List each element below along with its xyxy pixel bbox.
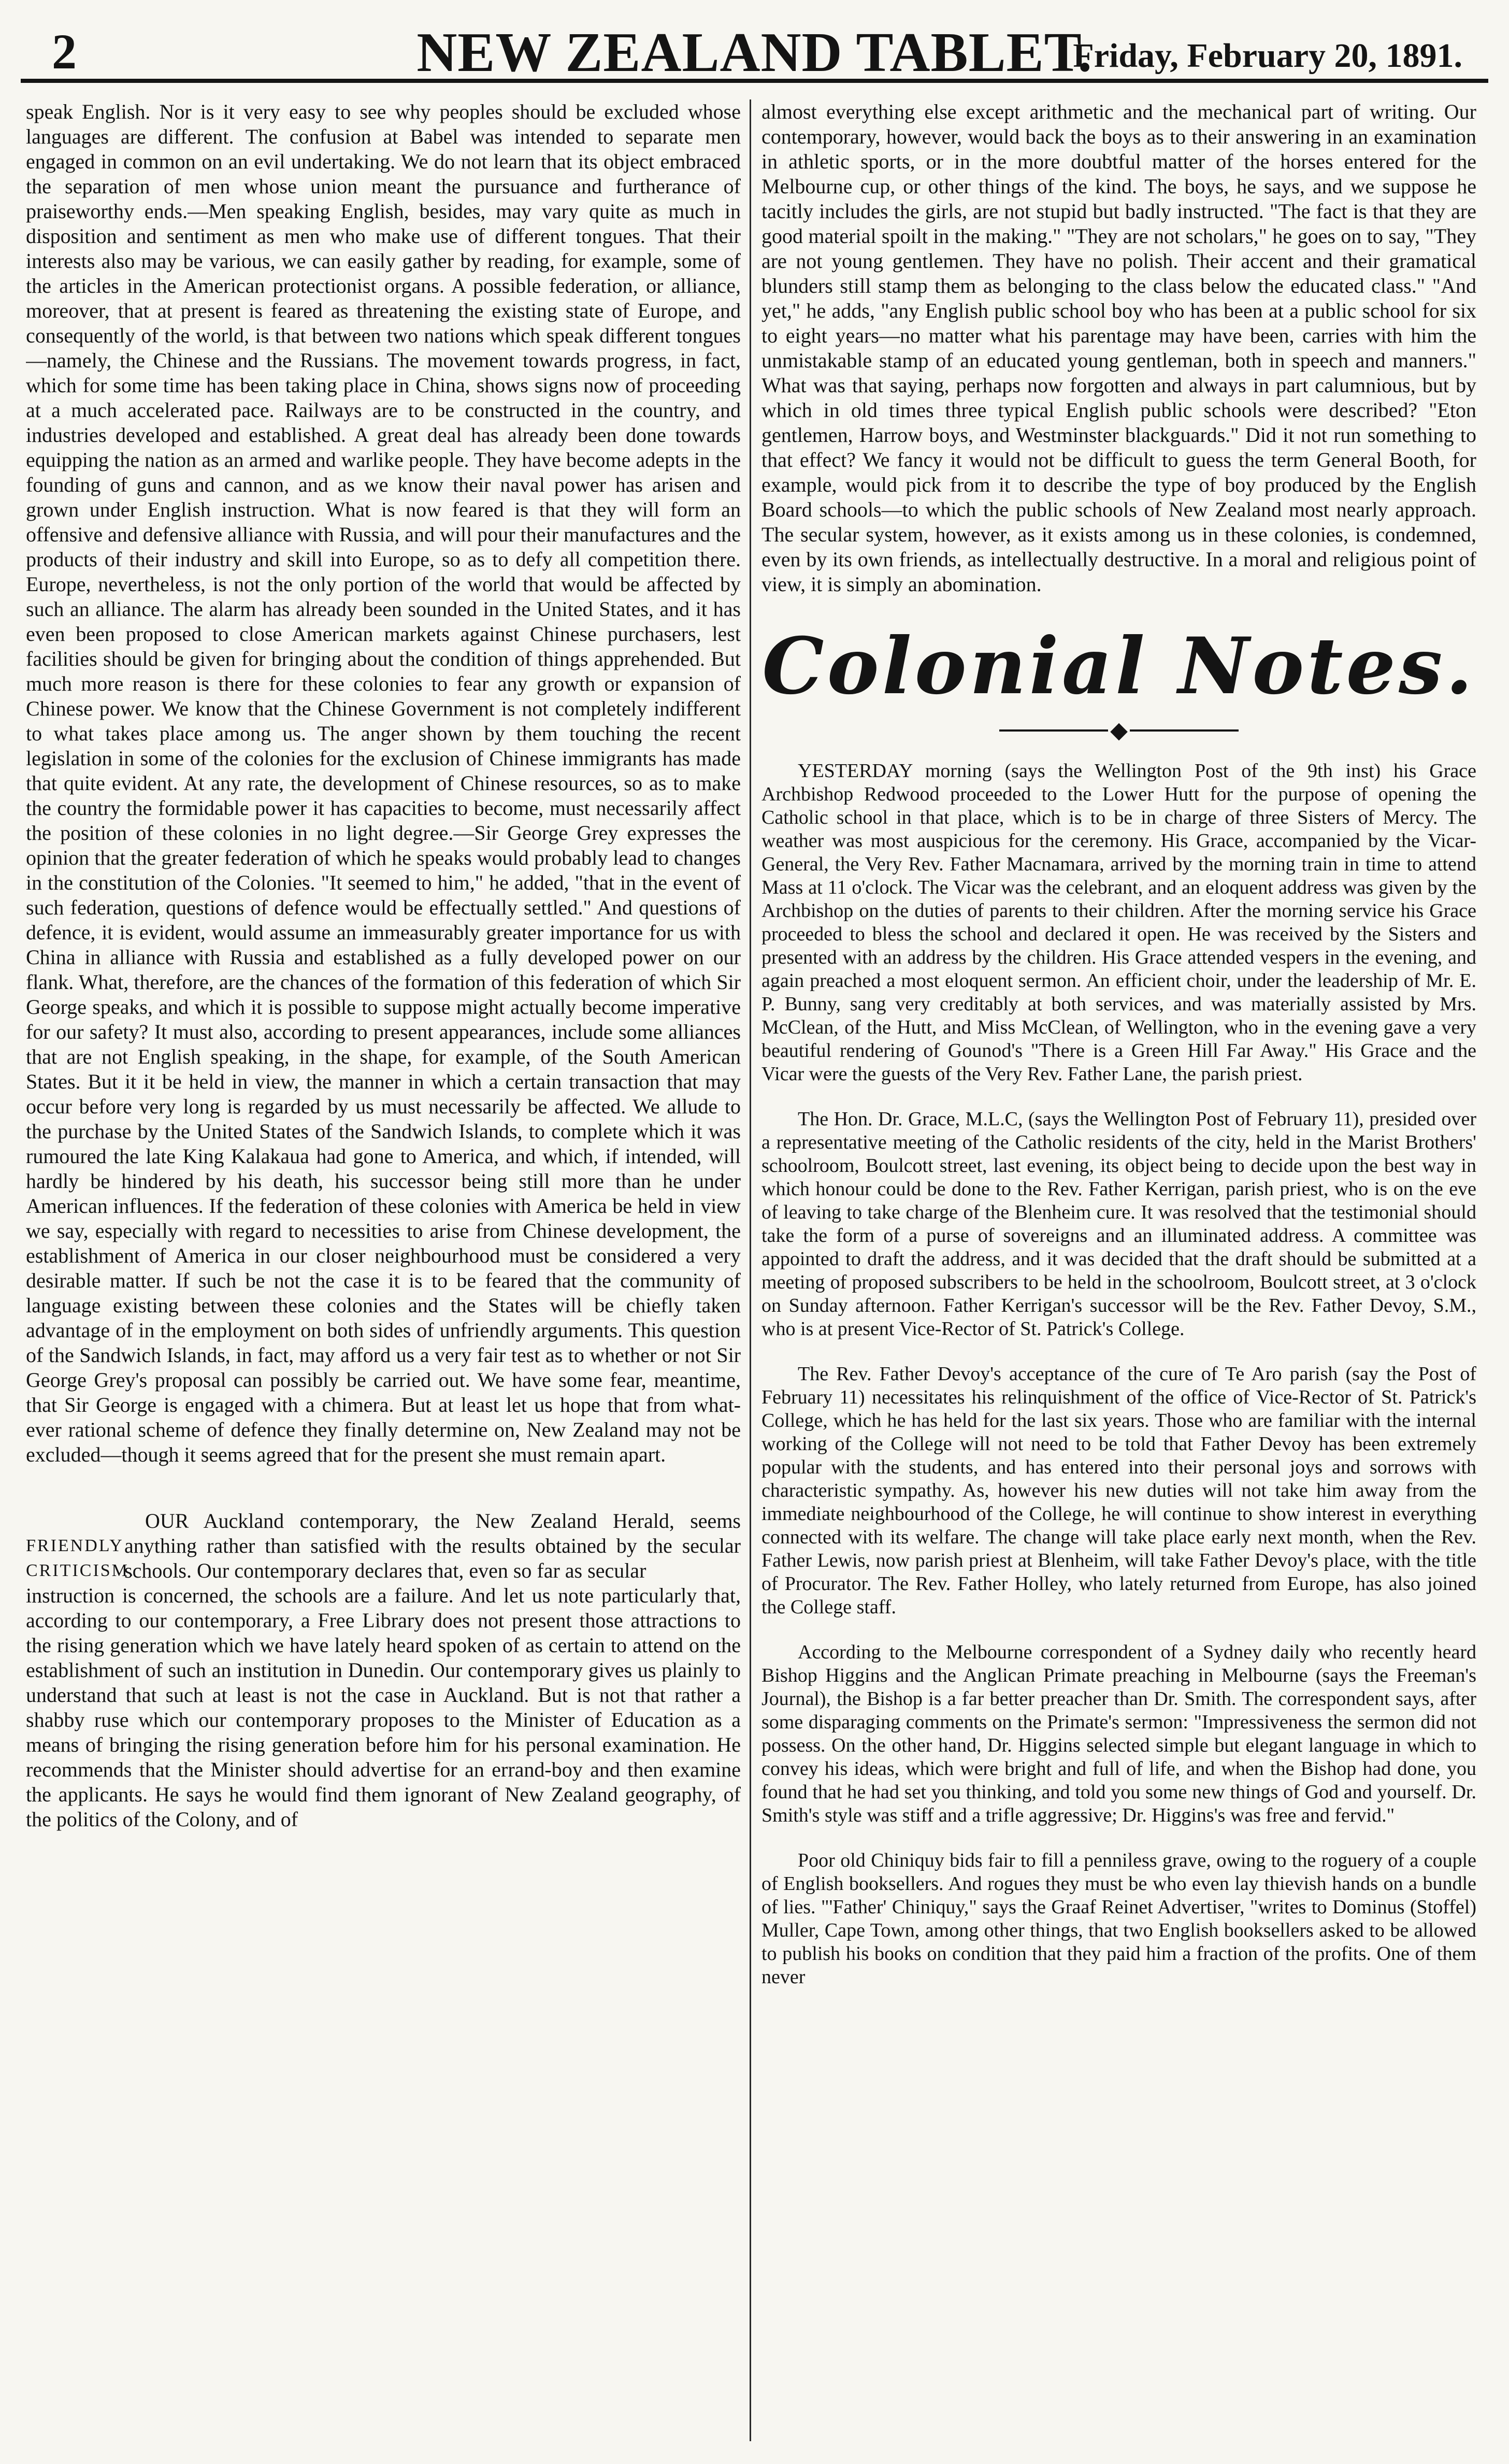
newspaper-title: NEW ZEALAND TABLET. <box>416 22 1093 83</box>
diamond-ornament-icon: ◆ <box>1110 718 1128 743</box>
ornament-line-right <box>1130 729 1239 732</box>
editorial-federation-text: speak English. Nor is it very easy to see why peoples should be excluded whose languages are different. The confusion at Babel was intended to separate men engaged in common on an evil undertaking. We do not learn that its object embraced the separation of men whose union meant the pursuance and furtherance of praiseworthy ends.—Men speaking English, besides, may vary quite as much in disposition and sentiment as men who make use of different tongues. That their interests also may be various, we can easily gather by reading, for example, some of the articles in the American protectionist organs. A possible federation, or alliance, moreover, that at present is feared as threatening the existing state of Europe, and consequently of the world, is that between two nations which speak different tongues—namely, the Chinese and the Russians. The movement towards progress, in fact, which for some time has been taking place in China, shows signs now of proceeding at a much accelerated pace. Railways are to be constructed in the country, and industries developed and established. A great deal has already been done towards equipping the nation as an armed and warlike people. They have become adepts in the founding of guns and cannon, and as we know their naval power has arisen and grown under English instruction. What is now feared is that they will form an offensive and defensive alliance with Russia, and will pour their manufactures and the products of their industry and skill into Europe, so as to defy all competition there. Europe, nevertheless, is not the only portion of the world that would be affected by such an alliance. The alarm has already been sounded in the United States, and it has even been proposed to close American markets against Chinese purchasers, lest facilities should be given for bringing about the condition of things apprehended. But much more reason is there for these colonies to fear any growth or expansion of Chinese power. We know that the Chinese Government is not completely indifferent to what takes place among us. The anger shown by them touching the recent legislation in some of the colonies for the exclusion of Chinese immigrants has made that quite evident. At any rate, the development of Chinese resources, so as to make the country the formidable power it has capacities to become, must necessarily affect the position of these colonies in no light degree.—Sir George Grey expresses the opinion that the greater federation of which he speaks would probably lead to changes in the constitution of the Colonies. "It seemed to him," he added, "that in the event of such federation, questions of defence would be effectually settled." And questions of defence, it is evident, would assume an immeasurably greater importance for us with China in alliance with Russia and established as a fully developed power on our flank. What, therefore, are the chances of the formation of this federation of which Sir George speaks, and which it is possible to suppose might actually become imperative for our safety? It must also, according to present appearances, include some alliances that are not English speaking, in the shape, for example, of the South American States. But it it be held in view, the manner in which a certain transaction that may occur before very long is regarded by us must necessarily be affected. We allude to the purchase by the United States of the Sandwich Islands, to complete which it was rumoured the late King Kalakaua had gone to America, and which, if intended, will hardly be hindered by his death, his successor being still more than he under American influences. If the federation of these colonies with America be held in view we say, especially with regard to necessities to arise from Chinese development, the establishment of America in our closer neighbourhood must be considered a very desirable matter. If such be not the case it is to be feared that the community of language existing between these colonies and the States will be chiefly taken advantage of in the employment on both sides of unfriendly arguments. This question of the Sandwich Islands, in fact, may afford us a very fair test as to whether or not Sir George Grey's proposal can possibly be carried out. We have some fear, meantime, that Sir George is engaged with a chimera. But at least let us hope that from what-ever rational scheme of defence they finally determine on, New Zealand may not be excluded—though it seems agreed that for the present she must remain apart. <box>26 100 741 1466</box>
ornament-line-left <box>999 729 1108 732</box>
note-chiniquy: Poor old Chiniquy bids fair to fill a penniless grave, owing to the roguery of a couple of English booksellers. And rogues they must be who even lay thievish hands on a bundle of lies. "'Father' Chiniquy," says the Graaf Reinet Advertiser, "writes to Dominus (Stoffel) Muller, Cape Town, among other things, that two English booksellers asked to be allowed to publish his books on condition that they paid him a fraction of the profits. One of them never <box>761 1850 1476 1988</box>
note-bishop-higgins: According to the Melbourne correspondent of a Sydney daily who recently heard Bishop Higgins and the Anglican Primate preaching in Melbourne (says the Freeman's Journal), the Bishop is a far better preacher than Dr. Smith. The correspondent says, after some disparaging comments on the Primate's sermon: "Impressiveness the sermon did not possess. On the other hand, Dr. Higgins selected simple but elegant language in which to convey his ideas, which were bright and full of life, and when the Bishop had done, you found that he had set you thinking, and told you some new things of God and yourself. Dr. Smith's style was stiff and a trifle aggressive; Dr. Higgins's was free and fervid." <box>761 1641 1476 1826</box>
article-body-text: instruction is concerned, the schools are a failure. And let us note particularly that, according to our contemporary, a Free Library does not present those attractions to the rising generation which we have lately heard spoken of as certain to attend on the establishment of such an institution in Dunedin. Our contemporary gives us plainly to understand that such at least is not the case in Auckland. But is not that rather a shabby ruse which our contemporary proposes to the Minister of Education as a means of bringing the rising generation before him for his personal examination. He recommends that the Minister should advertise for an errand-boy and then examine the applicants. He says he would find them ignorant of New Zealand geography, of the politics of the Colony, and of <box>26 1584 741 1831</box>
side-heading-friendly-criticism: FRIENDLY CRITICISM. <box>26 1536 135 1580</box>
heading-ornament <box>761 719 1476 742</box>
note-father-kerrigan: The Hon. Dr. Grace, M.L.C, (says the Wellington Post of February 11), presided over a representative meeting of the Catholic residents of the city, held in the Marist Brothers' schoolroom, Boulcott street, last evening, its object being to decide upon the best way in which honour could be done to the Rev. Father Kerrigan, parish priest, who is on the eve of leaving to take charge of the Blenheim cure. It was resolved that the testimonial should take the form of a purse of sovereigns and an illuminated address. A committee was appointed to draft the address, and it was decided that the draft should be submitted at a meeting of proposed subscribers to be held in the schoolroom, Boulcott street, at 3 o'clock on Sunday afternoon. Father Kerrigan's successor will be the Rev. Father Devoy, S.M., who is at present Vice-Rector of St. Patrick's College. <box>761 1108 1476 1340</box>
masthead <box>21 21 1488 83</box>
right-column <box>761 99 1476 2446</box>
page-number: 2 <box>52 24 77 79</box>
article-continuation-text: almost everything else except arithmetic and the mechanical part of writing. Our contemporary, however, would back the boys as to their answering in an examination in athletic sports, or in the more doubtful matter of the horses entered for the Melbourne cup, or other things of the kind. The boys, he says, and we suppose he tacitly includes the girls, are not stupid but badly instructed. "The fact is that they are good material spoilt in the making." "They are not scholars," he goes on to say, "They are not young gentlemen. They have no polish. Their accent and their gramatical blunders still stamp them as belonging to the class below the educated class." "And yet," he adds, "any English public school boy who has been at a public school for six to eight years—no matter what his parentage may have been, carries with him the unmistakable stamp of an educated young gentleman, both in speech and manners." What was that saying, perhaps now forgotten and always in part calumnious, but by which in old times three typical English public schools were described? "Eton gentlemen, Harrow boys, and Westminster blackguards." Did it not run something to that effect? We fancy it would not be difficult to guess the term General Booth, for example, would pick from it to describe the type of boy produced by the English Board schools—to which the public schools of New Zealand most nearly approach. The secular system, however, as it exists among us in these colonies, is condemned, even by its own friends, as intellectually destructive. In a moral and religious point of view, it is simply an abomination. <box>761 100 1476 596</box>
section-heading-colonial-notes: Colonial Notes. <box>762 621 1476 712</box>
issue-date: Friday, February 20, 1891. <box>1073 37 1462 75</box>
note-father-devoy: The Rev. Father Devoy's acceptance of the cure of Te Aro parish (say the Post of February 11) necessitates his relinquishment of the office of Vice-Rector of St. Patrick's College, which he has held for the last six years. Those who are familiar with the internal working of the College will not need to be told that Father Devoy has been extremely popular with the students, and has entered into their personal joys and sorrows with characteristic sympathy. As, however his new duties will not take him away from the immediate neighbourhood of the College, he will continue to show interest in everything connected with its welfare. The change will take place early next month, when the Rev. Father Lewis, now parish priest at Blenheim, will take Father Devoy's place, with the title of Procurator. The Rev. Father Holley, who lately returned from Europe, has also joined the College staff. <box>761 1363 1476 1618</box>
left-column <box>26 99 741 2446</box>
article-opening-text: OUR Auckland contemporary, the New Zealand Herald, seems anything rather than satisfied with the results obtained by the secular schools. Our contemporary declares that, even so far as secular <box>124 1509 741 1582</box>
friendly-criticism-article <box>26 1509 741 1583</box>
note-archbishop-redwood: YESTERDAY morning (says the Wellington Post of the 9th inst) his Grace Archbishop Redwood proceeded to the Lower Hutt for the purpose of opening the Catholic school in that place, which is to be in charge of three Sisters of Mercy. The weather was most auspicious for the ceremony. His Grace, accompanied by the Vicar-General, the Very Rev. Father Macnamara, arrived by the morning train in time to attend Mass at 11 o'clock. The Vicar was the celebrant, and an eloquent address was given by the Archbishop on the duties of parents to their children. After the morning service his Grace proceeded to bless the school and declared it open. He was received by the Sisters and presented with an address by the children. His Grace attended vespers in the evening, and again preached a most eloquent sermon. An efficient choir, under the leadership of Mr. E. P. Bunny, sang very creditably at both services, and was materially assisted by Mrs. McClean, of the Hutt, and Miss McClean, of Wellington, who in the evening gave a very beautiful rendering of Gounod's "There is a Green Hill Far Away." His Grace and the Vicar were the guests of the Very Rev. Father Lane, the parish priest. <box>761 760 1476 1085</box>
column-divider <box>750 99 751 2441</box>
